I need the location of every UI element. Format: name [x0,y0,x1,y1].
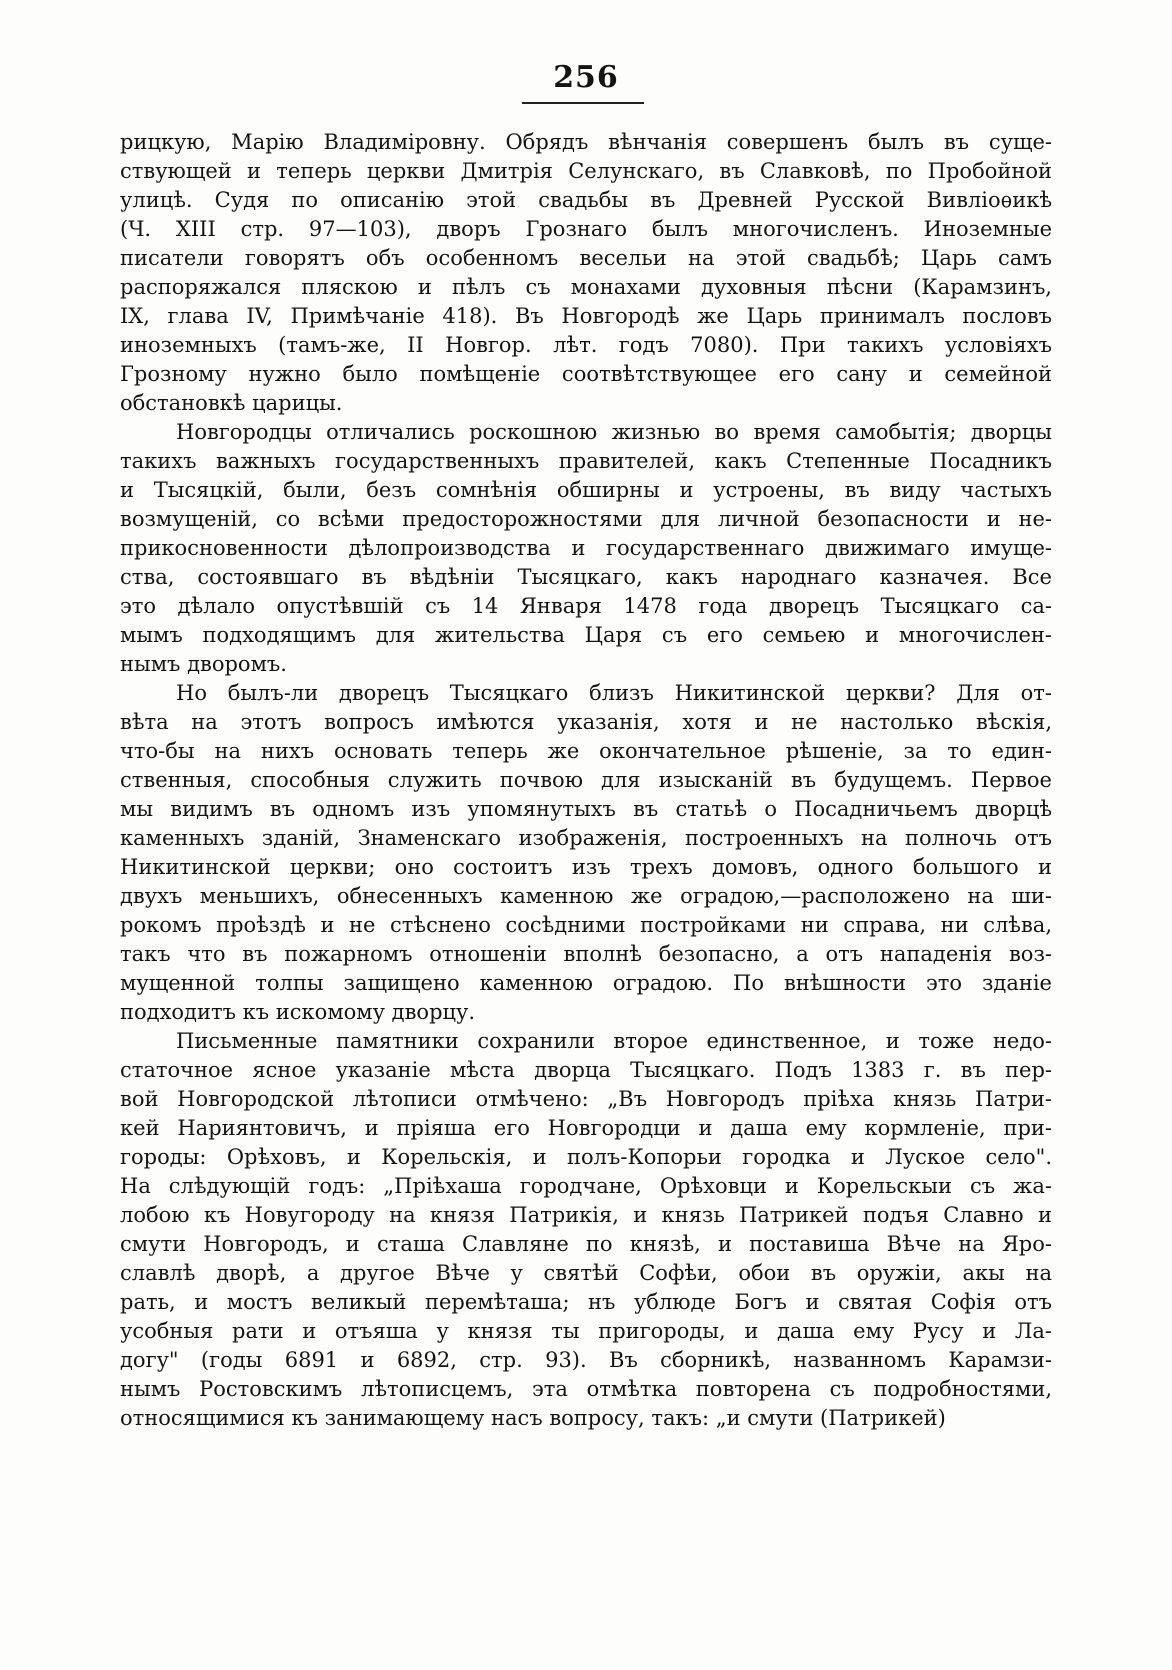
text-line: такихъ важныхъ государственныхъ правителей, какъ Степенные Посадникъ [120,449,1052,473]
body-text [120,128,1052,1433]
text-line: кей Нариянтовичъ, и пріяша его Новгородци и даша ему кормленіе, при- [120,1116,1052,1140]
page-number: 256 [553,60,619,95]
text-line: вѣта на этотъ вопросъ имѣются указанія, хотя и не настолько вѣскія, [120,710,1052,734]
text-line: вой Новгородской лѣтописи отмѣчено: „Въ Новгородъ пріѣха князь Патри- [120,1087,1052,1111]
text-line: ствующей и теперь церкви Дмитрія Селунскаго, въ Славковѣ, по Пробойной [120,159,1052,183]
text-line: лобою къ Новугороду на князя Патрикія, и князь Патрикей подъя Славно и [120,1203,1052,1227]
text-line: (Ч. XIII стр. 97—103), дворъ Грознаго былъ многочисленъ. Иноземные [120,217,1052,241]
text-line: мы видимъ въ одномъ изъ упомянутыхъ въ статьѣ о Посадничьемъ дворцѣ [120,797,1052,821]
text-line: Новгородцы отличались роскошною жизнью во время самобытія; дворцы [176,420,1052,444]
text-line: догу" (годы 6891 и 6892, стр. 93). Въ сборникѣ, названномъ Карамзи- [120,1348,1052,1372]
text-line: рицкую, Марію Владиміровну. Обрядъ вѣнчанія совершенъ былъ въ суще- [120,130,1052,154]
text-line: относящимися къ занимающему насъ вопросу, такъ: „и смути (Патрикей) [120,1406,946,1430]
text-line: нымъ дворомъ. [120,652,287,676]
paragraph [120,418,1052,679]
text-line: смути Новгородъ, и сташа Славляне по князѣ, и поставиша Вѣче на Яро- [120,1232,1052,1256]
text-line: улицѣ. Судя по описанію этой свадьбы въ Древней Русской Вивліоѳикѣ [120,188,1052,212]
text-line: Письменные памятники сохранили второе единственное, и тоже недо- [176,1029,1052,1053]
text-line: распоряжался пляскою и пѣлъ съ монахами духовныя пѣсни (Карамзинъ, [120,275,1052,299]
text-line: славлѣ дворѣ, а другое Вѣче у святѣй Софѣи, обои въ оружіи, акы на [120,1261,1052,1285]
text-line: иноземныхъ (тамъ-же, II Новгор. лѣт. годъ 7080). При такихъ условіяхъ [120,333,1052,357]
text-line: это дѣлало опустѣвшій съ 14 Января 1478 года дворецъ Тысяцкаго са- [120,594,1052,618]
text-line: подходитъ къ искомому дворцу. [120,1000,476,1024]
text-line: и Тысяцкій, были, безъ сомнѣнія обширны и устроены, въ виду частыхъ [120,478,1052,502]
text-line: мымъ подходящимъ для жительства Царя съ его семьею и многочислен- [120,623,1052,647]
text-line: Грозному нужно было помѣщеніе соотвѣтствующее его сану и семейной [120,362,1052,386]
text-line: ства, состоявшаго въ вѣдѣніи Тысяцкаго, какъ народнаго казначея. Все [120,565,1052,589]
text-line: нымъ Ростовскимъ лѣтописцемъ, эта отмѣтка повторена съ подробностями, [120,1377,1052,1401]
text-line: каменныхъ зданій, Знаменскаго изображенія, построенныхъ на полночь отъ [120,826,1052,850]
text-line: рать, и мостъ великый перемѣташа; нъ ублюде Богъ и святая Софія отъ [120,1290,1052,1314]
text-line: Но былъ-ли дворецъ Тысяцкаго близъ Никитинской церкви? Для от- [176,681,1052,705]
text-line: усобныя рати и отъяша у князя ты пригороды, и даша ему Русу и Ла- [120,1319,1052,1343]
text-line: На слѣдующій годъ: „Пріѣхаша городчане, Орѣховци и Корельскыи съ жа- [120,1174,1052,1198]
text-line: IX, глава IV, Примѣчаніе 418). Въ Новгородѣ же Царь принималъ пословъ [120,304,1052,328]
paragraph [120,128,1052,418]
text-line: Никитинской церкви; оно состоитъ изъ трехъ домовъ, одного большого и [120,855,1052,879]
text-line: прикосновенности дѣлопроизводства и государственнаго движимаго имуще- [120,536,1052,560]
text-line: возмущеній, со всѣми предосторожностями для личной безопасности и не- [120,507,1052,531]
text-line: статочное ясное указаніе мѣста дворца Тысяцкаго. Подъ 1383 г. въ пер- [120,1058,1052,1082]
text-line: мущенной толпы защищено каменною оградою. По внѣшности это зданіе [120,971,1052,995]
text-line: рокомъ проѣздѣ и не стѣснено сосѣдними постройками ни справа, ни слѣва, [120,913,1052,937]
paragraph [120,679,1052,1027]
paragraph [120,1027,1052,1433]
text-line: что-бы на нихъ основать теперь же окончательное рѣшеніе, за то един- [120,739,1052,763]
text-line: двухъ меньшихъ, обнесенныхъ каменною же оградою,—расположено на ши- [120,884,1052,908]
text-line: ственныя, способныя служить почвою для изысканій въ будущемъ. Первое [120,768,1052,792]
text-line: городы: Орѣховъ, и Корельскія, и полъ-Копорьи городка и Луское село". [120,1145,1052,1169]
text-line: писатели говорятъ объ особенномъ весельи на этой свадьбѣ; Царь самъ [120,246,1052,270]
page-number-rule [522,102,644,104]
text-line: такъ что въ пожарномъ отношеніи вполнѣ безопасно, а отъ нападенія воз- [120,942,1052,966]
text-line: обстановкѣ царицы. [120,391,343,415]
